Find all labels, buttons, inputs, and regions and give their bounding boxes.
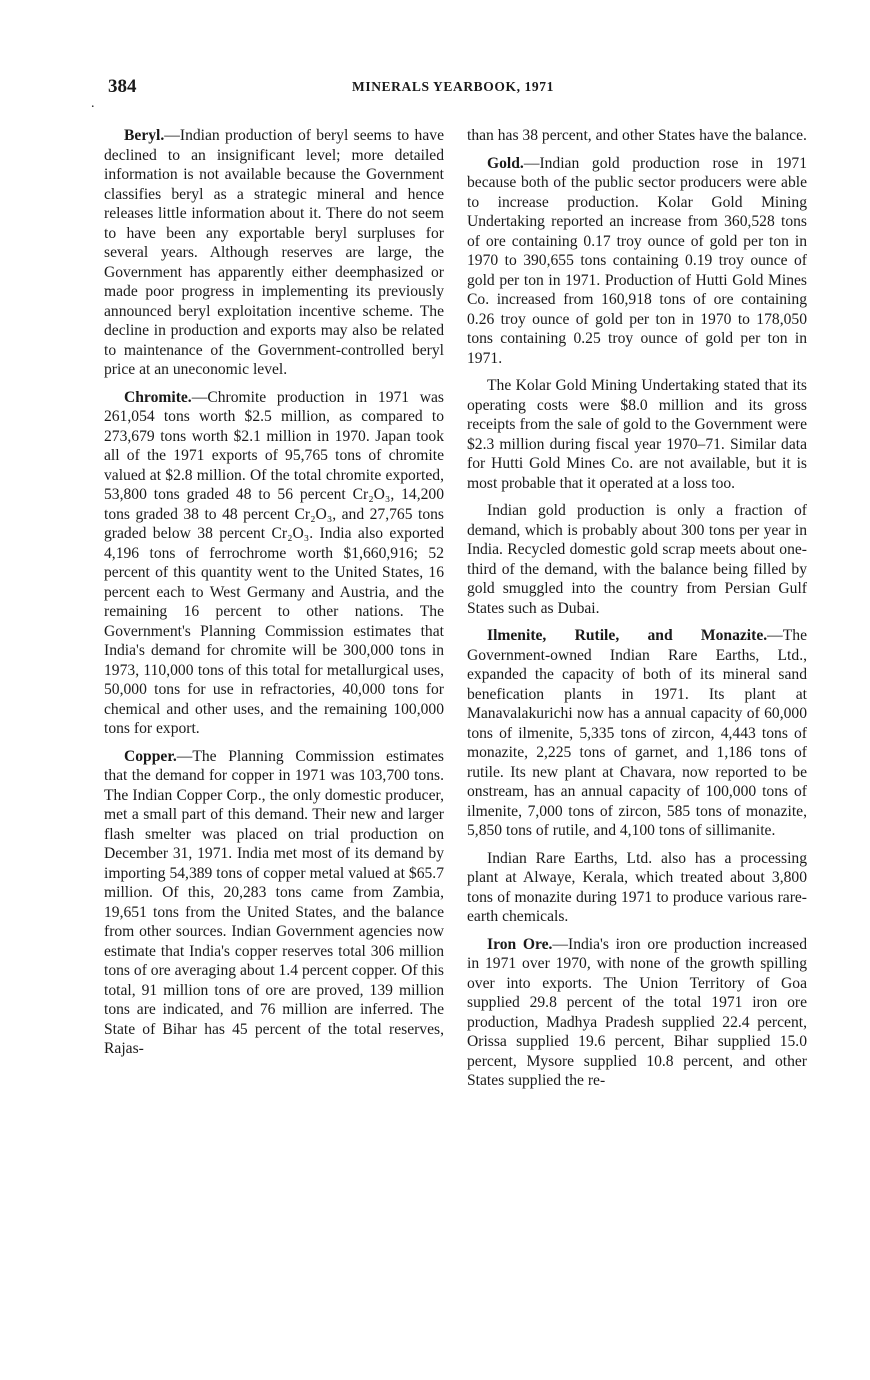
page-number: 384 — [108, 76, 137, 97]
right-column — [467, 126, 807, 1099]
body-copper: —The Planning Commission estimates that the demand for copper in 1971 was 103,700 tons. The Indian Copper Corp., the only domestic producer, met a small part of this demand. Their new and larger flash smelter was placed on trial production on December 31, 1971. India met most of its demand by importing 54,389 tons of copper metal valued at $65.7 million. Of this, 20,283 tons came from Zambia, 19,651 tons from the United States, and the balance from other sources. Indian Government agencies now estimate that India's copper reserves total 306 million tons of ore averaging about 1.4 percent copper. Of this total, 91 million tons of ore are proved, 139 million tons are indicated, and 76 million are inferred. The State of Bihar has 45 percent of the total reserves, Rajas- — [104, 747, 444, 1057]
paragraph-copper — [104, 747, 444, 1059]
body-chromite: —Chromite production in 1971 was 261,054 tons worth $2.5 million, as compared to 273,679 tons worth $2.1 million in 1970. Japan took all of the 1971 exports of 95,765 tons of chromite valued at $2.8 million. Of the total chromite exported, 53,800 tons graded 48 to 56 percent Cr₂O₃, 14,200 tons graded 38 to 48 percent Cr₂O₃, and 27,765 tons graded below 38 percent Cr₂O₃. India also exported 4,196 tons of ferrochrome worth $1,660,916; 52 percent of this quantity went to the United States, 16 percent each to West Germany and Austria, and the remaining 16 percent to other nations. The Government's Planning Commission estimates that India's demand for chromite will be 300,000 tons in 1973, 110,000 tons of this total for metallurgical uses, 50,000 tons for use in refractories, 40,000 tons for chemical and other uses, and the remaining 100,000 tons for export. — [104, 388, 444, 737]
paragraph-gold — [467, 154, 807, 369]
heading-ilmenite: Ilmenite, Rutile, and Monazite. — [487, 627, 768, 644]
heading-chromite: Chromite. — [124, 388, 192, 406]
paragraph-gold-demand — [467, 501, 807, 618]
paragraph-iron-ore — [467, 935, 807, 1091]
body-copper-continued: than has 38 percent, and other States have the balance. — [467, 127, 807, 144]
paragraph-beryl — [104, 126, 444, 380]
page-header — [0, 76, 870, 111]
body-iron-ore: —India's iron ore production increased in 1971 over 1970, with none of the growth spilling over into exports. The Union Territory of Goa supplied 29.8 percent of the total 1971 iron ore production, Madhya Pradesh supplied 22.4 percent, Orissa supplied 19.6 percent, Bihar supplied 15.0 percent, Mysore supplied 10.8 percent, and other States supplied the re- — [467, 935, 807, 1089]
body-ilmenite: —The Government-owned Indian Rare Earths, Ltd., expanded the capacity of both of its mineral sand benefication plants in 1971. Its plant at Manavalakurichi now has a annual capacity of 60,000 tons of ilmenite, 5,335 tons of zircon, 4,443 tons of monazite, 2,225 tons of garnet, and 1,186 tons of rutile. Its new plant at Chavara, now reported to be onstream, has an annual capacity of 100,000 tons of ilmenite, 7,000 tons of zircon, 585 tons of monazite, 5,850 tons of rutile, and 4,100 tons of sillimanite. — [467, 627, 807, 839]
margin-mark: . — [91, 96, 95, 111]
body-beryl: —Indian production of beryl seems to have declined to an insignificant level; more detailed information is not available because the Government classifies beryl as a strategic mineral and hence releases little information about it. There do not seem to have been any exportable beryl surpluses for several years. Although reserves are large, the Government has apparently either deemphasized or made poor progress in implementing its previously announced beryl exploitation incentive scheme. The decline in production and exports may also be related to maintenance of the Government-controlled beryl price at an uneconomic level. — [104, 127, 444, 378]
body-gold: —Indian gold production rose in 1971 because both of the public sector producers were able to increase production. Kolar Gold Mining Undertaking reported an increase from 360,528 tons of ore containing 0.17 troy ounce of gold per ton in 1970 to 390,655 tons containing 0.19 troy ounce of gold per ton in 1971. Production of Hutti Gold Mines Co. increased from 160,918 tons of ore containing 0.26 troy ounce of gold per ton in 1970 to 178,050 tons containing 0.25 troy ounce of gold per ton in 1971. — [467, 154, 807, 367]
body-rare-earths: Indian Rare Earths, Ltd. also has a processing plant at Alwaye, Kerala, which treated about 3,800 tons of monazite during 1971 to produce various rare-earth chemicals. — [467, 849, 807, 925]
paragraph-copper-continued — [467, 126, 807, 146]
heading-gold: Gold. — [487, 154, 524, 172]
heading-beryl: Beryl. — [124, 127, 165, 144]
left-column — [104, 126, 444, 1067]
running-title: MINERALS YEARBOOK, 1971 — [352, 79, 554, 94]
paragraph-chromite — [104, 388, 444, 739]
heading-iron-ore: Iron Ore. — [487, 935, 553, 953]
paragraph-rare-earths — [467, 849, 807, 927]
body-kolar: The Kolar Gold Mining Undertaking stated that its operating costs were $8.0 million and its gross receipts from the sale of gold to the Government were $2.3 million during fiscal year 1970–71. Similar data for Hutti Gold Mines Co. are not available, but it is most probable that it operated at a loss too. — [467, 377, 807, 492]
paragraph-kolar — [467, 376, 807, 493]
body-gold-demand: Indian gold production is only a fraction of demand, which is probably about 300 tons per year in India. Recycled domestic gold scrap meets about one-third of the demand, with the balance being filled by gold smuggled into the country from Persian Gulf States such as Dubai. — [467, 502, 807, 617]
paragraph-ilmenite — [467, 626, 807, 841]
heading-copper: Copper. — [124, 747, 177, 765]
